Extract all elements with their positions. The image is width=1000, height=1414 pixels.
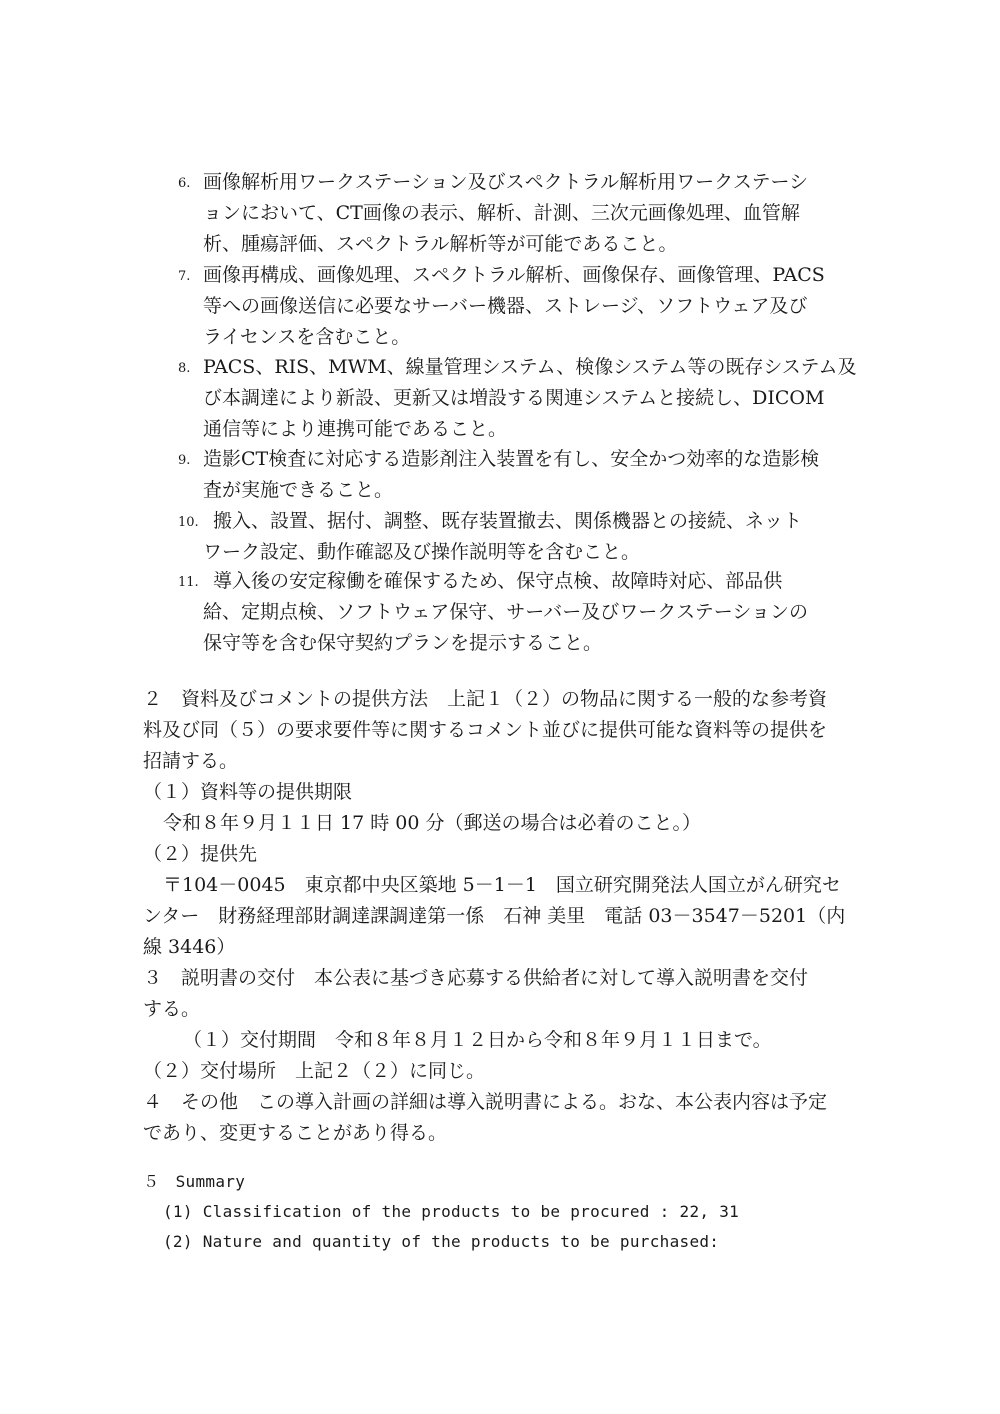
address-line: 線 3446）	[143, 936, 236, 958]
section-2-sub2-heading: （２）提供先	[143, 843, 258, 865]
item-text-line: び本調達により新設、更新又は増設する関連システムと接続し、DICOM	[203, 387, 825, 409]
section-2-sub1-heading: （１）資料等の提供期限	[143, 781, 353, 803]
address-line: 〒104－0045 東京都中央区築地 5－1－1 国立研究開発法人国立がん研究セ	[163, 874, 841, 896]
item-text-line: 析、腫瘍評価、スペクトラル解析等が可能であること。	[203, 233, 678, 255]
section-3-paragraph-line: ３ 説明書の交付 本公表に基づき応募する供給者に対して導入説明書を交付	[143, 967, 809, 989]
item-text-line: 査が実施できること。	[203, 479, 394, 501]
summary-item: (2) Nature and quantity of the products to be purchased:	[163, 1232, 720, 1251]
item-text-line: ョンにおいて、CT画像の表示、解析、計測、三次元画像処理、血管解	[203, 202, 800, 224]
summary-heading: ５ Summary	[143, 1172, 246, 1191]
section-4-paragraph-line: ４ その他 この導入計画の詳細は導入説明書による。おな、本公表内容は予定	[143, 1091, 828, 1113]
item-text-line: 導入後の安定稼働を確保するため、保守点検、故障時対応、部品供	[213, 570, 783, 592]
summary-item: (1) Classification of the products to be procured : 22, 31	[163, 1202, 740, 1221]
section-2-paragraph-line: ２ 資料及びコメントの提供方法 上記１（２）の物品に関する一般的な参考資	[143, 688, 828, 710]
address-line: ンター 財務経理部財調達課調達第一係 石神 美里 電話 03－3547－5201（内	[143, 905, 846, 927]
item-text-line: 画像再構成、画像処理、スペクトラル解析、画像保存、画像管理、PACS	[203, 264, 825, 286]
item-text-line: PACS、RIS、MWM、線量管理システム、検像システム等の既存システム及	[203, 356, 857, 378]
section-2-paragraph-line: 料及び同（５）の要求要件等に関するコメント並びに提供可能な資料等の提供を	[143, 719, 828, 741]
item-number: 7.	[178, 269, 191, 284]
item-text-line: 給、定期点検、ソフトウェア保守、サーバー及びワークステーションの	[203, 601, 808, 623]
item-text-line: 通信等により連携可能であること。	[203, 418, 508, 440]
item-number: 10.	[178, 515, 199, 530]
item-text-line: 等への画像送信に必要なサーバー機器、ストレージ、ソフトウェア及び	[203, 295, 808, 317]
section-2-paragraph-line: 招請する。	[143, 750, 239, 772]
item-number: 8.	[178, 361, 191, 376]
item-number: 11.	[178, 575, 199, 590]
delivery-period: （１）交付期間 令和８年８月１２日から令和８年９月１１日まで。	[183, 1029, 772, 1051]
item-number: 6.	[178, 176, 191, 191]
delivery-place: （２）交付場所 上記２（２）に同じ。	[143, 1060, 486, 1082]
deadline-text: 令和８年９月１１日 17 時 00 分（郵送の場合は必着のこと。）	[163, 812, 702, 834]
item-text-line: 搬入、設置、据付、調整、既存装置撤去、関係機器との接続、ネット	[213, 510, 803, 532]
item-text-line: 造影CT検査に対応する造影剤注入装置を有し、安全かつ効率的な造影検	[203, 448, 820, 470]
section-4-paragraph-line: であり、変更することがあり得る。	[143, 1122, 448, 1144]
item-text-line: ワーク設定、動作確認及び操作説明等を含むこと。	[203, 541, 641, 563]
item-number: 9.	[178, 453, 191, 468]
item-text-line: ライセンスを含むこと。	[203, 326, 411, 348]
item-text-line: 保守等を含む保守契約プランを提示すること。	[203, 632, 603, 654]
section-3-paragraph-line: する。	[143, 998, 201, 1020]
item-text-line: 画像解析用ワークステーション及びスペクトラル解析用ワークステーシ	[203, 171, 809, 193]
